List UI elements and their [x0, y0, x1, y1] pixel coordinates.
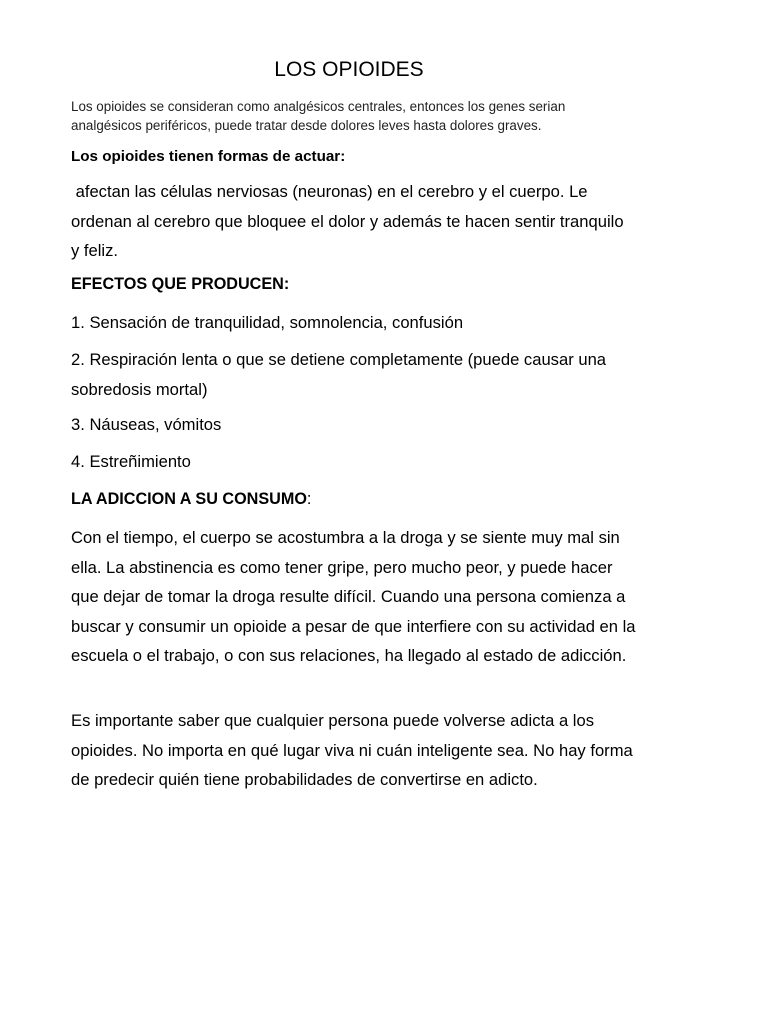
effects-heading: EFECTOS QUE PRODUCEN:	[71, 275, 290, 293]
paragraph-line: opioides. No importa en qué lugar viva ni cuán inteligente sea. No hay forma	[71, 740, 633, 760]
intro-line: Los opioides se consideran como analgésicos centrales, entonces los genes serian	[71, 99, 566, 114]
closing-paragraph	[71, 706, 633, 795]
intro-paragraph	[71, 97, 671, 135]
effect-item-2	[71, 345, 606, 404]
paragraph-line: afectan las células nerviosas (neuronas) en el cerebro y el cuerpo. Le	[71, 182, 588, 201]
addiction-heading	[71, 485, 311, 514]
intro-line: analgésicos periféricos, puede tratar desde dolores leves hasta dolores graves.	[71, 118, 542, 133]
paragraph-line: y feliz.	[71, 241, 119, 260]
paragraph-line: ella. La abstinencia es como tener gripe, pero mucho peor, y puede hacer	[71, 557, 613, 577]
addiction-heading-text: LA ADICCION A SU CONSUMO	[71, 490, 307, 508]
effect-line: 4. Estreñimiento	[71, 452, 191, 471]
paragraph-line: de predecir quién tiene probabilidades de convertirse en adicto.	[71, 770, 538, 789]
paragraph-line: Con el tiempo, el cuerpo se acostumbra a la droga y se siente muy mal sin	[71, 528, 620, 547]
document-title: LOS OPIOIDES	[274, 58, 424, 81]
section-subheading: Los opioides tienen formas de actuar:	[71, 148, 346, 165]
effect-line: sobredosis mortal)	[71, 379, 208, 399]
effect-item-3	[71, 410, 221, 440]
action-paragraph	[71, 177, 624, 266]
paragraph-line: que dejar de tomar la droga resulte difícil. Cuando una persona comienza a	[71, 587, 626, 606]
paragraph-line: ordenan al cerebro que bloquee el dolor y además te hacen sentir tranquilo	[71, 211, 624, 231]
effect-line: 2. Respiración lenta o que se detiene completamente (puede causar una	[71, 350, 607, 369]
addiction-paragraph	[71, 523, 636, 671]
paragraph-line: Es importante saber que cualquier persona puede volverse adicta a los	[71, 711, 595, 730]
effect-item-4	[71, 447, 191, 477]
effect-line: 1. Sensación de tranquilidad, somnolencia, confusión	[71, 313, 464, 332]
effect-line: 3. Náuseas, vómitos	[71, 415, 222, 434]
paragraph-line: buscar y consumir un opioide a pesar de que interfiere con su actividad en la	[71, 616, 636, 636]
addiction-heading-colon: :	[306, 490, 312, 508]
effect-item-1	[71, 308, 463, 338]
paragraph-line: escuela o el trabajo, o con sus relaciones, ha llegado al estado de adicción.	[71, 646, 627, 665]
